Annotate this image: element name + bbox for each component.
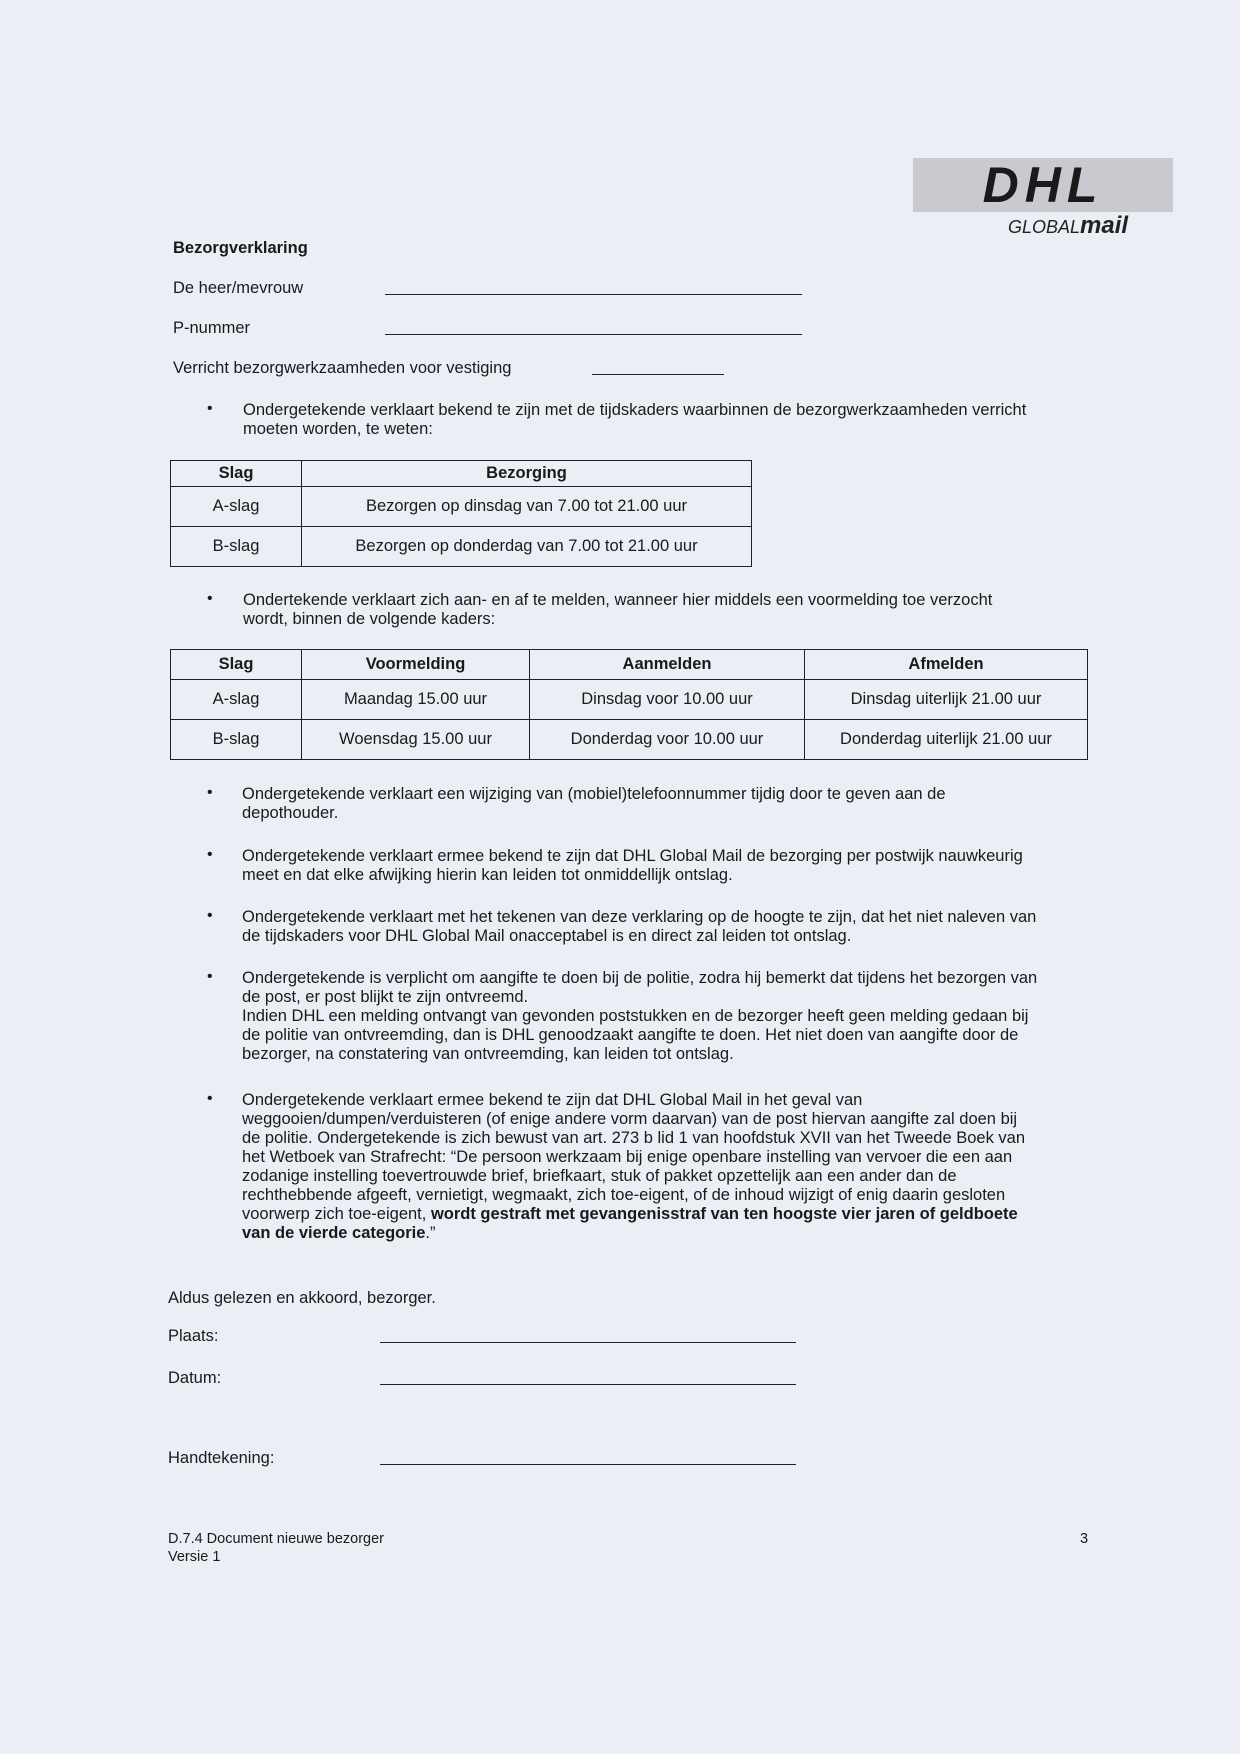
vestiging-label: Verricht bezorgwerkzaamheden voor vestiging [173, 359, 512, 377]
pnummer-label: P-nummer [173, 319, 251, 337]
signature-label: Handtekening: [168, 1449, 275, 1467]
document-title: Bezorgverklaring [173, 239, 308, 257]
table-cell: Dinsdag uiterlijk 21.00 uur [805, 680, 1088, 720]
table-header-slag: Slag [171, 650, 302, 680]
dhl-logo [913, 158, 1173, 238]
bullet-dot: • [207, 1090, 213, 1107]
name-field-line[interactable] [385, 294, 802, 295]
table-cell: A-slag [171, 487, 302, 527]
bullet-5-line-1: Ondergetekende verklaart met het tekenen van deze verklaring op de hoogte te zijn, dat het niet naleven van [242, 908, 1037, 926]
bullet-4-line-2: meet en dat elke afwijking hierin kan leiden tot onmiddellijk ontslag. [242, 866, 733, 884]
bullet-1-line-2: moeten worden, te weten: [243, 420, 433, 438]
law-text-end: .” [425, 1224, 436, 1242]
footer-version: Versie 1 [168, 1549, 221, 1565]
bullet-6-line-2: de post, er post blijkt te zijn ontvreemd. [242, 988, 529, 1006]
logo-brand: DHL [982, 157, 1104, 213]
bullet-7-line-1: Ondergetekende verklaart ermee bekend te zijn dat DHL Global Mail in het geval van [242, 1091, 863, 1109]
table-cell: B-slag [171, 527, 302, 567]
vestiging-field-line[interactable] [592, 374, 724, 375]
name-label: De heer/mevrouw [173, 279, 304, 297]
table-cell: Bezorgen op dinsdag van 7.00 tot 21.00 uur [302, 487, 752, 527]
bullet-7-line-7 [242, 1204, 1018, 1224]
signature-field-line[interactable] [380, 1464, 796, 1465]
table-cell: Bezorgen op donderdag van 7.00 tot 21.00 uur [302, 527, 752, 567]
bullet-7-line-3: de politie. Ondergetekende is zich bewust van art. 273 b lid 1 van hoofdstuk XVII van het Tweede Boek van [242, 1129, 1026, 1147]
bullet-5-line-2: de tijdskaders voor DHL Global Mail onacceptabel is en direct zal leiden tot ontslag. [242, 927, 852, 945]
bullet-dot: • [207, 400, 213, 417]
table-cell: Donderdag voor 10.00 uur [530, 720, 805, 760]
bullet-7-line-2: weggooien/dumpen/verduisteren (of enige andere vorm daarvan) van de post hiervan aangifte zal doen bij [242, 1110, 1018, 1128]
bullet-3-line-1: Ondergetekende verklaart een wijziging van (mobiel)telefoonnummer tijdig door te geven aan de [242, 785, 946, 803]
bullet-4-line-1: Ondergetekende verklaart ermee bekend te zijn dat DHL Global Mail de bezorging per postwijk nauwkeurig [242, 847, 1023, 865]
bullet-7-line-8 [242, 1223, 436, 1243]
agreed-text: Aldus gelezen en akkoord, bezorger. [168, 1289, 436, 1307]
bullet-6-line-4: de politie van ontvreemding, dan is DHL genoodzaakt aangifte te doen. Het niet doen van aangifte door de [242, 1026, 1019, 1044]
bullet-1-line-1: Ondergetekende verklaart bekend te zijn met de tijdskaders waarbinnen de bezorgwerkzaamheden verricht [243, 401, 1027, 419]
date-field-line[interactable] [380, 1384, 796, 1385]
bullet-7-line-6: rechthebbende afgeeft, vernietigt, wegmaakt, zich toe-eigent, of de inhoud wijzigt of enig daarin gesloten [242, 1186, 1006, 1204]
table-header-bezorging: Bezorging [302, 461, 752, 487]
table-header-afmelden: Afmelden [805, 650, 1088, 680]
logo-subtitle [973, 212, 1163, 240]
place-field-line[interactable] [380, 1342, 796, 1343]
table-header-aanmelden: Aanmelden [530, 650, 805, 680]
law-text-plain: voorwerp zich toe-eigent, [242, 1205, 431, 1223]
place-label: Plaats: [168, 1327, 219, 1345]
bullet-7-line-5: zodanige instelling toevertrouwde brief, briefkaart, stuk of pakket opzettelijk aan een ander dan de [242, 1167, 957, 1185]
page-number: 3 [1080, 1531, 1089, 1547]
table-cell: B-slag [171, 720, 302, 760]
table-row [171, 527, 752, 567]
bullet-6-line-5: bezorger, na constatering van ontvreemding, kan leiden tot ontslag. [242, 1045, 734, 1063]
date-label: Datum: [168, 1369, 222, 1387]
delivery-table [170, 460, 752, 567]
bullet-dot: • [207, 907, 213, 924]
bullet-3-line-2: depothouder. [242, 804, 339, 822]
table-cell: A-slag [171, 680, 302, 720]
logo-sub-suffix: mail [1080, 212, 1129, 239]
bullet-6-line-3: Indien DHL een melding ontvangt van gevonden poststukken en de bezorger heeft geen melding gedaan bij [242, 1007, 1029, 1025]
table-row [171, 487, 752, 527]
table-header-slag: Slag [171, 461, 302, 487]
bullet-2-line-2: wordt, binnen de volgende kaders: [243, 610, 496, 628]
bullet-dot: • [207, 968, 213, 985]
notification-table [170, 649, 1088, 760]
bullet-dot: • [207, 590, 213, 607]
bullet-6-line-1: Ondergetekende is verplicht om aangifte te doen bij de politie, zodra hij bemerkt dat tijdens het bezorgen van [242, 969, 1038, 987]
footer-doc: D.7.4 Document nieuwe bezorger [168, 1531, 385, 1547]
law-text-bold-end: van de vierde categorie [242, 1224, 426, 1242]
table-cell: Maandag 15.00 uur [302, 680, 530, 720]
bullet-dot: • [207, 846, 213, 863]
table-row [171, 720, 1088, 760]
table-header-voormelding: Voormelding [302, 650, 530, 680]
table-cell: Donderdag uiterlijk 21.00 uur [805, 720, 1088, 760]
bullet-2-line-1: Ondertekende verklaart zich aan- en af te melden, wanneer hier middels een voormelding toe verzocht [243, 591, 993, 609]
table-row [171, 680, 1088, 720]
logo-sub-prefix: GLOBAL [1007, 217, 1080, 237]
law-text-bold: wordt gestraft met gevangenisstraf van ten hoogste vier jaren of geldboete [430, 1205, 1018, 1223]
table-cell: Dinsdag voor 10.00 uur [530, 680, 805, 720]
bullet-7-line-4: het Wetboek van Strafrecht: “De persoon werkzaam bij enige openbare instelling van vervoer die een aan [242, 1148, 1013, 1166]
pnummer-field-line[interactable] [385, 334, 802, 335]
bullet-dot: • [207, 784, 213, 801]
table-cell: Woensdag 15.00 uur [302, 720, 530, 760]
